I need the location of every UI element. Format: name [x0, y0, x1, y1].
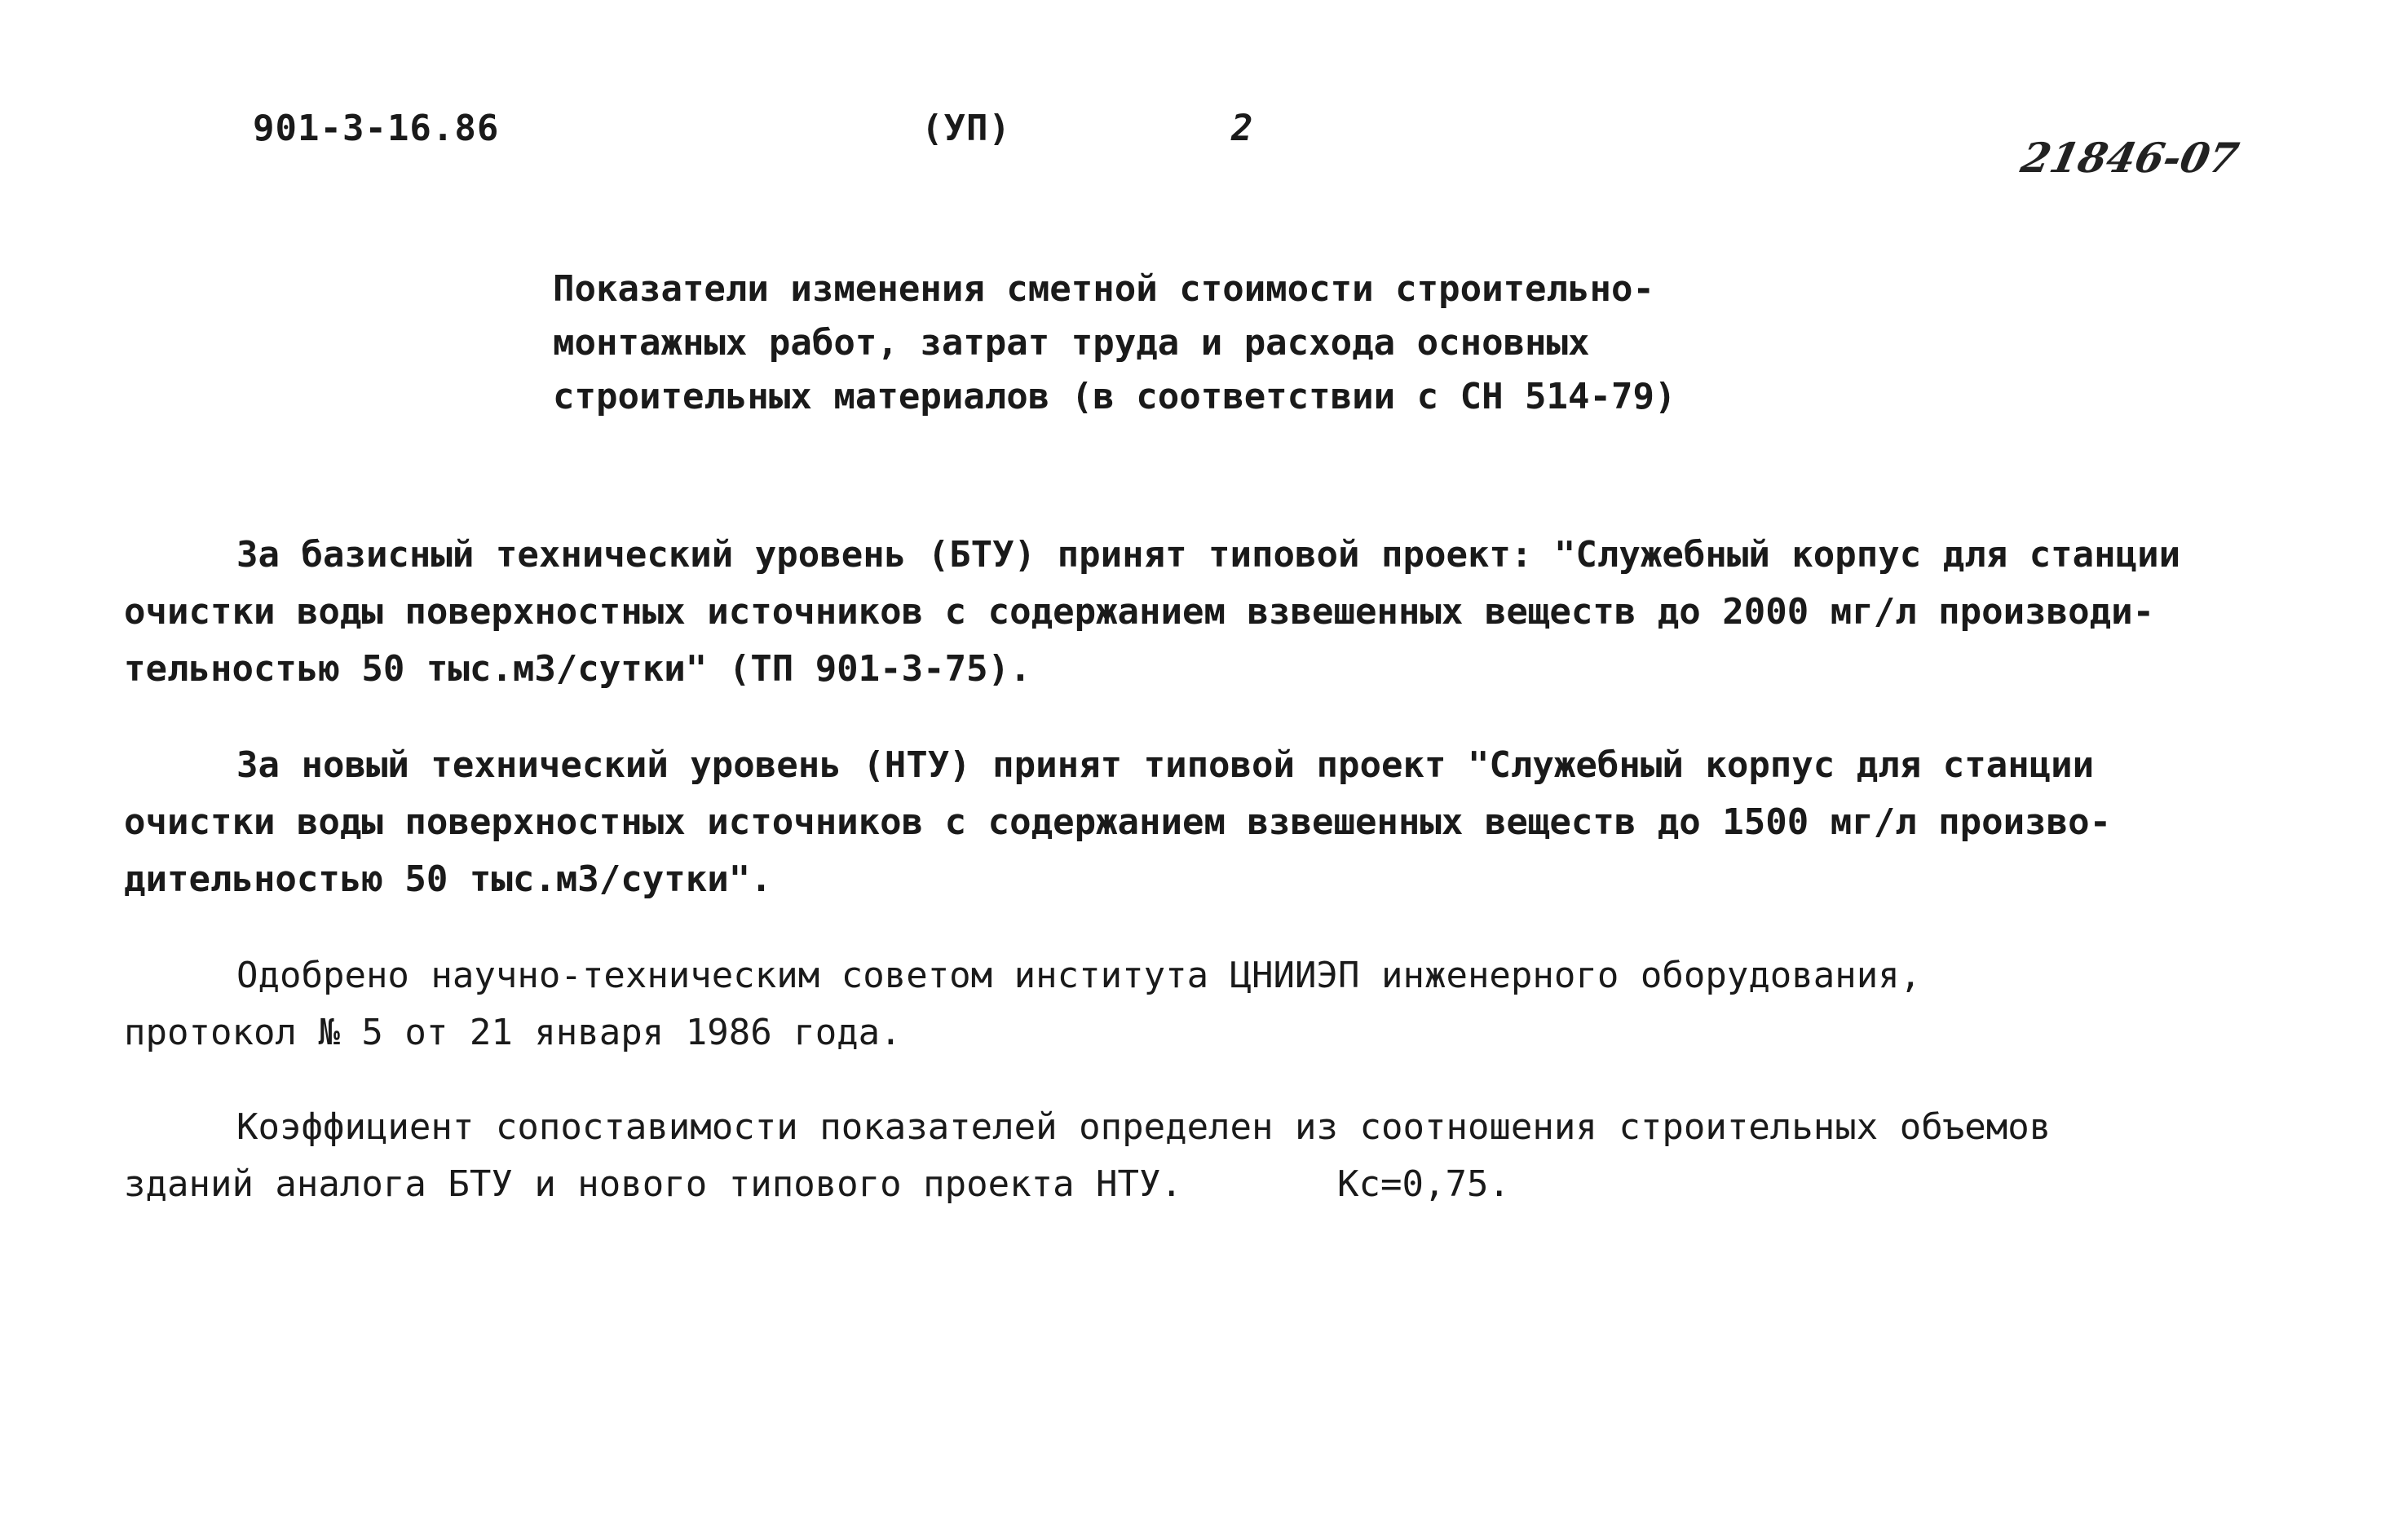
paragraph-ntu [124, 737, 2111, 908]
paragraph-line [124, 1156, 2051, 1213]
title-line: Показатели изменения сметной стоимости строительно- [553, 268, 1655, 310]
title-line: монтажных работ, затрат труда и расхода основных [553, 322, 1590, 364]
document-code: 901-3-16.86 [253, 108, 500, 149]
page-number: 2 [1231, 108, 1254, 149]
title-line: строительных материалов (в соответствии с СН 514-79) [553, 376, 1676, 417]
document-mark: (УП) [921, 108, 1011, 149]
paragraph-coefficient [124, 1099, 2051, 1213]
paragraph-approval [124, 947, 1921, 1061]
paragraph-line: протокол № 5 от 21 января 1986 года. [124, 1012, 902, 1053]
paragraph-line: дительностью 50 тыс.м3/сутки". [124, 858, 772, 900]
kc-value: Кс=0,75. [1337, 1163, 1510, 1205]
paragraph-line: За базисный технический уровень (БТУ) принят типовой проект: "Служебный корпус для станции [236, 534, 2181, 576]
paragraph-btu [124, 527, 2180, 698]
paragraph-line: очистки воды поверхностных источников с содержанием взвешенных веществ до 1500 мг/л произво- [124, 801, 2112, 843]
paragraph-line: очистки воды поверхностных источников с содержанием взвешенных веществ до 2000 мг/л производи- [124, 591, 2155, 633]
paragraph-line-text: зданий аналога БТУ и нового типового проекта НТУ. [124, 1163, 1183, 1205]
page-title [553, 263, 1676, 424]
paragraph-line: Коэффициент сопоставимости показателей определен из соотношения строительных объемов [236, 1106, 2051, 1148]
paragraph-line: тельностью 50 тыс.м3/сутки" (ТП 901-3-75). [124, 648, 1031, 690]
paragraph-line: Одобрено научно-техническим советом института ЦНИИЭП инженерного оборудования, [236, 955, 1922, 996]
handwritten-inventory-number: 21846-07 [2016, 134, 2243, 182]
paragraph-line: За новый технический уровень (НТУ) принят типовой проект "Служебный корпус для станции [236, 744, 2095, 786]
